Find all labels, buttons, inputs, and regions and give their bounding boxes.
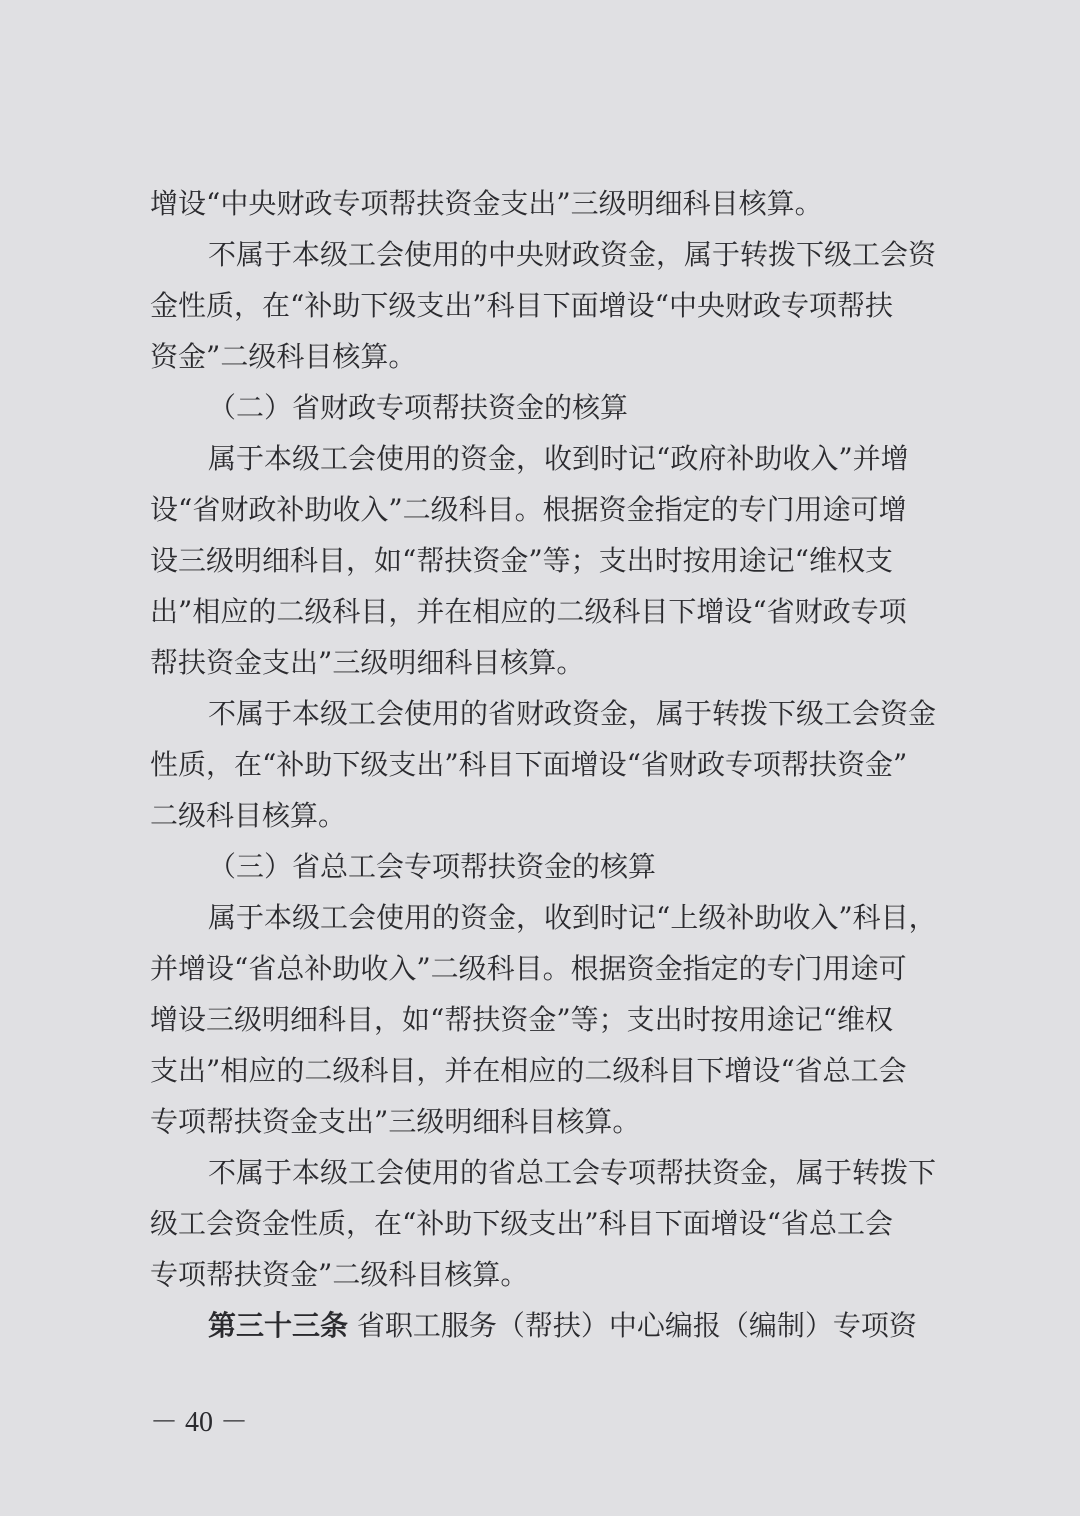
article-text: 省职工服务（帮扶）中心编报（编制）专项资 (356, 1309, 917, 1342)
text-line: 资金”二级科目核算。 (150, 340, 417, 373)
text-line: 增设三级明细科目，如“帮扶资金”等；支出时按用途记“维权 (150, 1003, 893, 1036)
text-line: 性质，在“补助下级支出”科目下面增设“省财政专项帮扶资金” (150, 748, 908, 781)
article-number: 第三十三条 (208, 1309, 349, 1342)
text-line: 帮扶资金支出”三级明细科目核算。 (150, 646, 585, 679)
section-heading: （二）省财政专项帮扶资金的核算 (208, 391, 629, 424)
paragraph-start: 不属于本级工会使用的中央财政资金，属于转拨下级工会资 (208, 238, 937, 271)
text-line: 设“省财政补助收入”二级科目。根据资金指定的专门用途可增 (150, 493, 907, 526)
text-line: 出”相应的二级科目，并在相应的二级科目下增设“省财政专项 (150, 595, 907, 628)
page-number: － 40 － (150, 1407, 249, 1438)
paragraph-start: 属于本级工会使用的资金，收到时记“政府补助收入”并增 (208, 442, 909, 475)
text-line: 级工会资金性质，在“补助下级支出”科目下面增设“省总工会 (150, 1207, 893, 1240)
article-line (150, 1300, 950, 1351)
text-line: 支出”相应的二级科目，并在相应的二级科目下增设“省总工会 (150, 1054, 907, 1087)
text-line: 专项帮扶资金支出”三级明细科目核算。 (150, 1105, 641, 1138)
paragraph-start: 不属于本级工会使用的省总工会专项帮扶资金，属于转拨下 (208, 1156, 937, 1189)
document-body (150, 178, 950, 1351)
paragraph-start: 不属于本级工会使用的省财政资金，属于转拨下级工会资金 (208, 697, 937, 730)
text-line: 金性质，在“补助下级支出”科目下面增设“中央财政专项帮扶 (150, 289, 893, 322)
section-heading: （三）省总工会专项帮扶资金的核算 (208, 850, 657, 883)
paragraph-start: 属于本级工会使用的资金，收到时记“上级补助收入”科目， (208, 901, 937, 934)
text-line: 增设“中央财政专项帮扶资金支出”三级明细科目核算。 (150, 187, 823, 220)
text-line: 设三级明细科目，如“帮扶资金”等；支出时按用途记“维权支 (150, 544, 893, 577)
text-line: 并增设“省总补助收入”二级科目。根据资金指定的专门用途可 (150, 952, 907, 985)
text-line: 专项帮扶资金”二级科目核算。 (150, 1258, 529, 1291)
text-line: 二级科目核算。 (150, 799, 347, 832)
